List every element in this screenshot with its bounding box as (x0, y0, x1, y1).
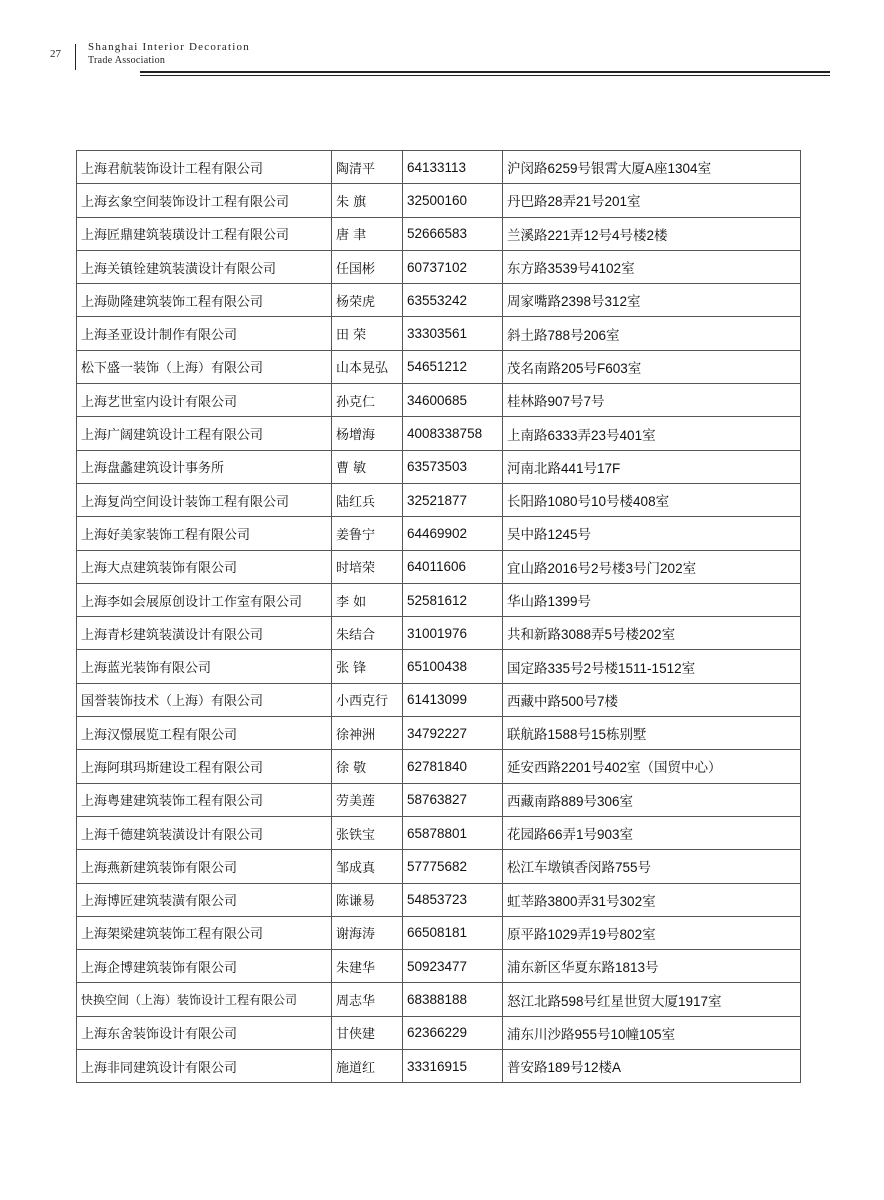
company-cell: 上海博匠建筑装潢有限公司 (77, 883, 332, 916)
company-cell: 上海非同建筑设计有限公司 (77, 1050, 332, 1083)
address-cell: 长阳路1080号10号楼408室 (503, 483, 801, 516)
org-name-line2: Trade Association (88, 55, 166, 66)
table-row (77, 151, 801, 184)
address-cell: 虹莘路3800弄31号302室 (503, 883, 801, 916)
header-rule-thin (140, 75, 830, 76)
contact-cell: 曹 敏 (332, 450, 403, 483)
phone-cell: 34792227 (403, 717, 503, 750)
company-cell: 国誉装饰技术（上海）有限公司 (77, 683, 332, 716)
contact-cell: 朱结合 (332, 617, 403, 650)
address-cell: 周家嘴路2398号312室 (503, 284, 801, 317)
company-cell: 上海粤建建筑装饰工程有限公司 (77, 783, 332, 816)
header-rule-thick (140, 71, 830, 73)
contact-cell: 时培荣 (332, 550, 403, 583)
address-cell: 沪闵路6259号银霄大厦A座1304室 (503, 151, 801, 184)
company-cell: 上海千德建筑装潢设计有限公司 (77, 816, 332, 849)
contact-cell: 施道红 (332, 1050, 403, 1083)
table-row (77, 250, 801, 283)
company-cell: 上海君航装饰设计工程有限公司 (77, 151, 332, 184)
contact-cell: 姜鲁宁 (332, 517, 403, 550)
table-row (77, 983, 801, 1016)
phone-cell: 61413099 (403, 683, 503, 716)
address-cell: 松江车墩镇香闵路755号 (503, 850, 801, 883)
address-cell: 宜山路2016号2号楼3号门202室 (503, 550, 801, 583)
company-cell: 上海艺世室内设计有限公司 (77, 384, 332, 417)
table-row (77, 916, 801, 949)
header-divider (75, 44, 76, 70)
table-row (77, 284, 801, 317)
table-row (77, 450, 801, 483)
company-cell: 上海广阔建筑设计工程有限公司 (77, 417, 332, 450)
contact-cell: 张铁宝 (332, 816, 403, 849)
phone-cell: 65878801 (403, 816, 503, 849)
phone-cell: 64469902 (403, 517, 503, 550)
contact-cell: 李 如 (332, 583, 403, 616)
phone-cell: 57775682 (403, 850, 503, 883)
table-row (77, 683, 801, 716)
page-header (50, 38, 830, 78)
contact-cell: 陆红兵 (332, 483, 403, 516)
company-cell: 上海燕新建筑装饰有限公司 (77, 850, 332, 883)
company-cell: 上海盘蠡建筑设计事务所 (77, 450, 332, 483)
phone-cell: 54651212 (403, 350, 503, 383)
table-row (77, 850, 801, 883)
table-row (77, 883, 801, 916)
company-cell: 上海圣亚设计制作有限公司 (77, 317, 332, 350)
address-cell: 原平路1029弄19号802室 (503, 916, 801, 949)
table-row (77, 950, 801, 983)
table-row (77, 750, 801, 783)
address-cell: 花园路66弄1号903室 (503, 816, 801, 849)
company-cell: 上海复尚空间设计装饰工程有限公司 (77, 483, 332, 516)
table-row (77, 217, 801, 250)
table-row (77, 717, 801, 750)
address-cell: 斜土路788号206室 (503, 317, 801, 350)
table-row (77, 483, 801, 516)
contact-cell: 小西克行 (332, 683, 403, 716)
company-cell: 上海大点建筑装饰有限公司 (77, 550, 332, 583)
table-row (77, 350, 801, 383)
address-cell: 兰溪路221弄12号4号楼2楼 (503, 217, 801, 250)
address-cell: 延安西路2201号402室（国贸中心） (503, 750, 801, 783)
address-cell: 共和新路3088弄5号楼202室 (503, 617, 801, 650)
company-cell: 上海匠鼎建筑装璜设计工程有限公司 (77, 217, 332, 250)
table-row (77, 816, 801, 849)
address-cell: 吴中路1245号 (503, 517, 801, 550)
company-cell: 上海阿琪玛斯建设工程有限公司 (77, 750, 332, 783)
table-row (77, 384, 801, 417)
phone-cell: 32500160 (403, 184, 503, 217)
phone-cell: 66508181 (403, 916, 503, 949)
company-cell: 上海李如会展原创设计工作室有限公司 (77, 583, 332, 616)
contact-cell: 周志华 (332, 983, 403, 1016)
phone-cell: 33303561 (403, 317, 503, 350)
phone-cell: 62781840 (403, 750, 503, 783)
table-row (77, 317, 801, 350)
organization-name (88, 41, 250, 66)
phone-cell: 60737102 (403, 250, 503, 283)
table-row (77, 1050, 801, 1083)
table-row (77, 783, 801, 816)
contact-cell: 徐 敬 (332, 750, 403, 783)
address-cell: 茂名南路205号F603室 (503, 350, 801, 383)
company-cell: 上海好美家装饰工程有限公司 (77, 517, 332, 550)
phone-cell: 62366229 (403, 1016, 503, 1049)
phone-cell: 54853723 (403, 883, 503, 916)
address-cell: 丹巴路28弄21号201室 (503, 184, 801, 217)
page-number: 27 (50, 48, 61, 60)
contact-cell: 田 荣 (332, 317, 403, 350)
address-cell: 普安路189号12楼A (503, 1050, 801, 1083)
address-cell: 华山路1399号 (503, 583, 801, 616)
table-row (77, 650, 801, 683)
table-row (77, 583, 801, 616)
company-cell: 上海东舍装饰设计有限公司 (77, 1016, 332, 1049)
phone-cell: 33316915 (403, 1050, 503, 1083)
contact-cell: 张 锋 (332, 650, 403, 683)
phone-cell: 58763827 (403, 783, 503, 816)
contact-cell: 劳美莲 (332, 783, 403, 816)
phone-cell: 65100438 (403, 650, 503, 683)
table-row (77, 550, 801, 583)
address-cell: 东方路3539号4102室 (503, 250, 801, 283)
company-cell: 上海玄象空间装饰设计工程有限公司 (77, 184, 332, 217)
address-cell: 河南北路441号17F (503, 450, 801, 483)
contact-cell: 朱 旗 (332, 184, 403, 217)
table-row (77, 417, 801, 450)
address-cell: 西藏中路500号7楼 (503, 683, 801, 716)
address-cell: 西藏南路889号306室 (503, 783, 801, 816)
contact-cell: 徐神洲 (332, 717, 403, 750)
address-cell: 联航路1588号15栋别墅 (503, 717, 801, 750)
contact-cell: 唐 聿 (332, 217, 403, 250)
phone-cell: 52581612 (403, 583, 503, 616)
phone-cell: 68388188 (403, 983, 503, 1016)
phone-cell: 52666583 (403, 217, 503, 250)
contact-cell: 杨增海 (332, 417, 403, 450)
contact-cell: 杨荣虎 (332, 284, 403, 317)
contact-cell: 山本晃弘 (332, 350, 403, 383)
phone-cell: 50923477 (403, 950, 503, 983)
phone-cell: 4008338758 (403, 417, 503, 450)
company-cell: 快换空间（上海）装饰设计工程有限公司 (77, 983, 332, 1016)
address-cell: 上南路6333弄23号401室 (503, 417, 801, 450)
contact-cell: 甘侠建 (332, 1016, 403, 1049)
address-cell: 浦东川沙路955号10幢105室 (503, 1016, 801, 1049)
contact-cell: 陈谦易 (332, 883, 403, 916)
phone-cell: 32521877 (403, 483, 503, 516)
contact-cell: 孙克仁 (332, 384, 403, 417)
company-directory-table (76, 150, 801, 1083)
phone-cell: 64011606 (403, 550, 503, 583)
table-row (77, 517, 801, 550)
address-cell: 浦东新区华夏东路1813号 (503, 950, 801, 983)
table-row (77, 617, 801, 650)
contact-cell: 谢海涛 (332, 916, 403, 949)
phone-cell: 34600685 (403, 384, 503, 417)
company-cell: 上海架梁建筑装饰工程有限公司 (77, 916, 332, 949)
contact-cell: 任国彬 (332, 250, 403, 283)
contact-cell: 陶清平 (332, 151, 403, 184)
phone-cell: 63553242 (403, 284, 503, 317)
address-cell: 桂林路907号7号 (503, 384, 801, 417)
company-cell: 上海蓝光装饰有限公司 (77, 650, 332, 683)
company-cell: 松下盛一装饰（上海）有限公司 (77, 350, 332, 383)
contact-cell: 朱建华 (332, 950, 403, 983)
phone-cell: 63573503 (403, 450, 503, 483)
company-cell: 上海企博建筑装饰有限公司 (77, 950, 332, 983)
address-cell: 国定路335号2号楼1511-1512室 (503, 650, 801, 683)
contact-cell: 邹成真 (332, 850, 403, 883)
phone-cell: 31001976 (403, 617, 503, 650)
company-cell: 上海汉憬展览工程有限公司 (77, 717, 332, 750)
table-row (77, 1016, 801, 1049)
table-row (77, 184, 801, 217)
company-cell: 上海青杉建筑装潢设计有限公司 (77, 617, 332, 650)
phone-cell: 64133113 (403, 151, 503, 184)
company-cell: 上海勋隆建筑装饰工程有限公司 (77, 284, 332, 317)
company-cell: 上海关镇铨建筑装潢设计有限公司 (77, 250, 332, 283)
address-cell: 怒江北路598号红星世贸大厦1917室 (503, 983, 801, 1016)
org-name-line1: Shanghai Interior Decoration (88, 41, 250, 53)
